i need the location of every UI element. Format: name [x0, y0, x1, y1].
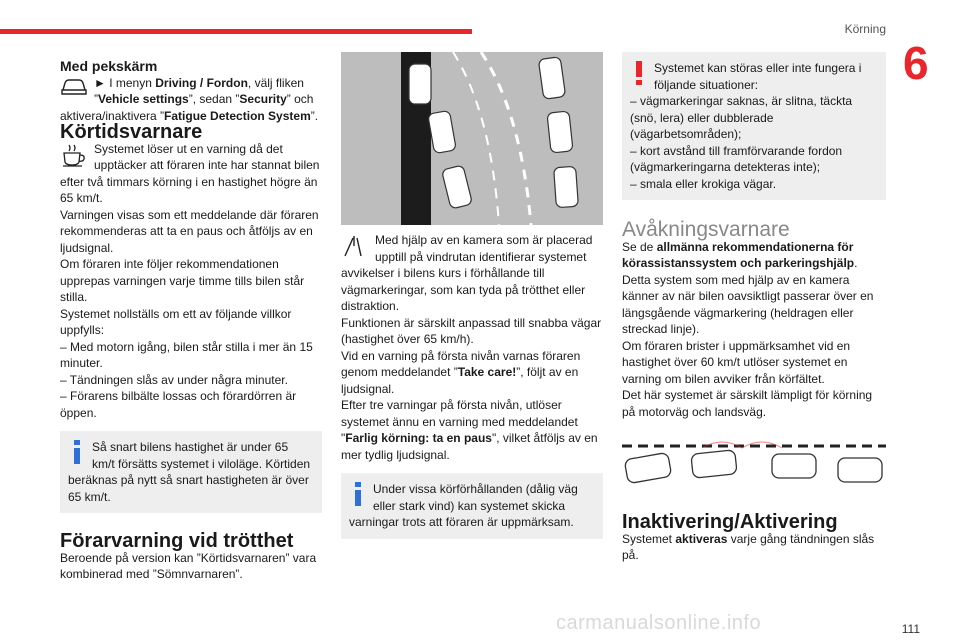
chapter-number: 6	[903, 37, 929, 89]
coffee-cup-icon	[60, 141, 90, 171]
car-icon	[60, 75, 90, 105]
driving-time-heading: Körtidsvarnare	[60, 121, 203, 143]
warning-box	[622, 52, 886, 200]
awake-line: Det här systemet är särskilt lämpligt för körning på motorväg och landsväg.	[622, 388, 873, 419]
touchscreen-instructions: ► I menyn Driving / Fordon, välj fliken ”Vehicle settings”, sedan ”Security” och aktivera/inaktivera ”Fatigue Detection System”.	[60, 75, 319, 123]
driving-time-line: Systemet nollställs om ett av följande villkor uppfylls:	[60, 306, 292, 337]
warning-item: – kort avstånd till framförvarande fordon (vägmarkeringarna detekteras inte);	[630, 143, 843, 174]
column-2	[341, 232, 603, 539]
deactivation-text: Systemet aktiveras varje gång tändningen slås på.	[622, 531, 875, 562]
page-number: 111	[901, 622, 920, 636]
info-box-text: Så snart bilens hastighet är under 65 km/t försätts systemet i viloläge. Körtiden beräknas på nytt så snart hastigheten är över 65 km/t.	[68, 440, 311, 504]
col2-line: Vid en varning på första nivån varnas föraren genom meddelandet ”Take care!”, följt av en ljudsignal.	[341, 348, 581, 396]
warning-item: – vägmarkeringar saknas, är slitna, täckta (snö, lera) eller dubblerade (vägarbetsområden);	[630, 94, 853, 141]
column-1	[60, 58, 322, 583]
driving-time-line: – Förarens bilbälte lossas och förardörren är öppen.	[60, 389, 297, 420]
driving-time-line: – Tändningen slås av under några minuter.	[60, 372, 288, 387]
lane-departure-illustration	[622, 434, 886, 494]
driving-time-para: Systemet löser ut en varning då det upptäcker att föraren inte har stannat bilen efter två timmars körning i en hastighet högre än 65 km/t.	[60, 141, 320, 205]
warning-exclamation-icon	[630, 60, 650, 86]
info-box-2	[341, 473, 603, 539]
lane-drift-illustration	[341, 52, 603, 225]
info-box	[60, 431, 322, 513]
awake-line: Detta system som med hjälp av en kamera känner av när bilen oavsiktligt passerar över en längsgående vägmarkering (heldragen eller streckad linje).	[622, 272, 874, 336]
warning-intro: Systemet kan störas eller inte fungera i följande situationer:	[654, 61, 862, 92]
awake-heading: Avåkningsvarnare	[622, 218, 790, 241]
col2-line: Efter tre varningar på första nivån, utlöser systemet ännu en varning med meddelandet "Farlig körning: ta en paus", vilket åtföljs av en mer tydlig ljudsignal.	[341, 398, 598, 462]
fatigue-heading: Förarvarning vid trötthet	[60, 530, 294, 552]
awake-line: Om föraren brister i uppmärksamhet vid en hastighet över 60 km/t utlöser systemet en varning om bilen avviker från körfältet.	[622, 338, 851, 386]
camera-para: Med hjälp av en kamera som är placerad upptill på vindrutan identifierar systemet avvikelser i bilens kurs i förhållande till vägmarkeringar, som kan tyda på trötthet eller distraktion.	[341, 233, 593, 313]
deactivation-heading: Inaktivering/Aktivering	[622, 511, 838, 533]
awake-intro: Se de allmänna rekommendationerna för körassistanssystem och parkeringshjälp.	[622, 239, 858, 270]
driving-time-line: Varningen visas som ett meddelande där föraren rekommenderas att ta en paus och åtföljs av en ljudsignal.	[60, 207, 319, 255]
info-icon	[68, 439, 88, 465]
info-icon	[349, 481, 369, 507]
column-3-bottom	[622, 511, 886, 564]
info-box-2-text: Under vissa körförhållanden (dålig väg eller stark vind) kan systemet skicka varningar trots att föraren är uppmärksam.	[349, 482, 578, 529]
driving-time-line: – Med motorn igång, bilen står stilla i mer än 15 minuter.	[60, 339, 313, 370]
driving-time-line: Om föraren inte följer rekommendationen upprepas varningen varje timme tills bilen står stilla.	[60, 257, 305, 304]
warning-item: – smala eller krokiga vägar.	[630, 176, 777, 191]
chapter-title: Körning	[844, 22, 886, 36]
watermark: carmanualsonline.info	[556, 612, 762, 634]
fatigue-para: Beroende på version kan ”Körtidsvarnaren” vara kombinerad med ”Sömnvarnaren”.	[60, 550, 317, 581]
column-3	[622, 52, 886, 420]
col2-line: Funktionen är särskilt anpassad till snabba vägar (hastighet över 65 km/h).	[341, 315, 602, 346]
lane-assist-icon	[341, 232, 371, 262]
touchscreen-heading: Med pekskärm	[60, 58, 158, 74]
chapter-color-bar	[0, 29, 472, 34]
